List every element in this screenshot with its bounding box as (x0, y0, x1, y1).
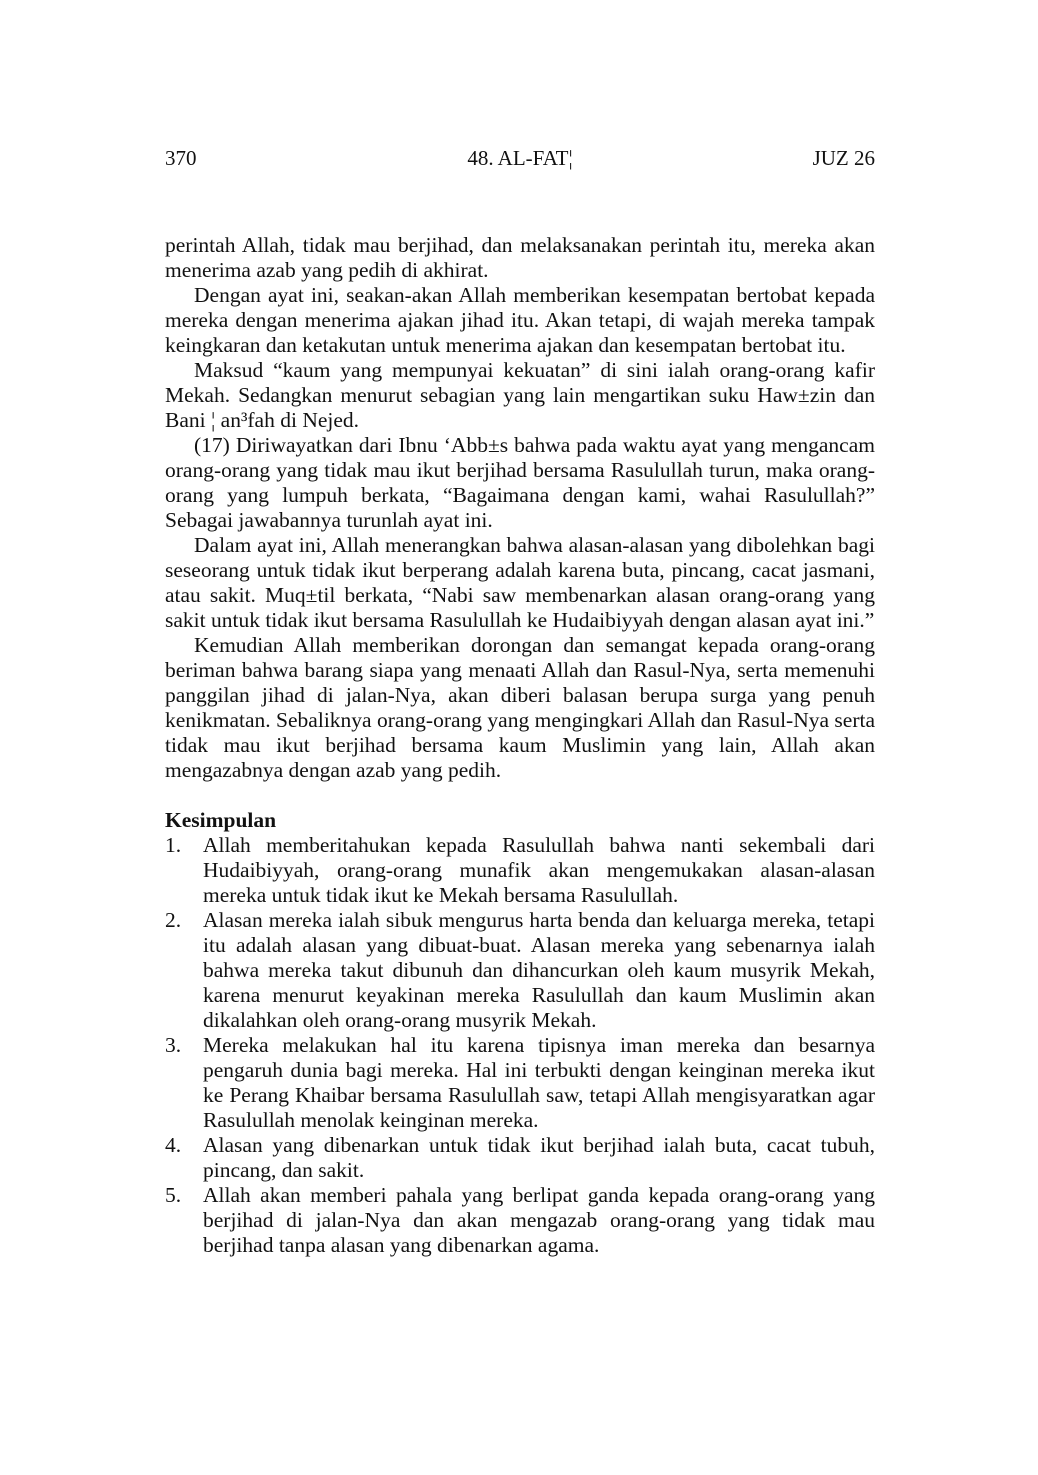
conclusion-list (165, 833, 875, 1258)
running-header (165, 143, 875, 173)
list-item (165, 1183, 875, 1258)
paragraph: Maksud “kaum yang mempunyai kekuatan” di sini ialah orang-orang kafir Mekah. Sedangkan menurut sebagian yang lain mengartikan suku Haw±zin dan Bani ¦ an³fah di Nejed. (165, 358, 875, 432)
list-item-text: Allah memberitahukan kepada Rasulullah bahwa nanti sekembali dari Hudaibiyyah, orang-orang munafik akan mengemukakan alasan-alasan mereka untuk tidak ikut ke Mekah bersama Rasulullah. (203, 833, 875, 907)
list-number: 4. (165, 1133, 182, 1157)
body-text (165, 233, 875, 1258)
list-item-text: Allah akan memberi pahala yang berlipat ganda kepada orang-orang yang berjihad di jalan-Nya dan akan mengazab orang-orang yang tidak mau berjihad tanpa alasan yang dibenarkan agama. (203, 1183, 875, 1257)
list-item (165, 908, 875, 1033)
list-item (165, 833, 875, 908)
chapter-title: 48. AL-FAT¦ (467, 146, 573, 170)
paragraph: Kemudian Allah memberikan dorongan dan semangat kepada orang-orang beriman bahwa barang siapa yang menaati Allah dan Rasul-Nya, serta memenuhi panggilan jihad di jalan-Nya, akan diberi balasan berupa surga yang penuh kenikmatan. Sebaliknya orang-orang yang mengingkari Allah dan Rasul-Nya serta tidak mau ikut berjihad bersama kaum Muslimin yang lain, Allah akan mengazabnya dengan azab yang pedih. (165, 633, 875, 782)
paragraph: Dengan ayat ini, seakan-akan Allah memberikan kesempatan bertobat kepada mereka dengan menerima ajakan jihad itu. Akan tetapi, di wajah mereka tampak keingkaran dan ketakutan untuk menerima ajakan dan kesempatan bertobat itu. (165, 283, 875, 357)
paragraph: (17) Diriwayatkan dari Ibnu ‘Abb±s bahwa pada waktu ayat yang mengancam orang-orang yang tidak mau ikut berjihad bersama Rasulullah turun, maka orang-orang yang lumpuh berkata, “Bagaimana dengan kami, wahai Rasulullah?” Sebagai jawabannya turunlah ayat ini. (165, 433, 875, 532)
list-item-text: Alasan yang dibenarkan untuk tidak ikut berjihad ialah buta, cacat tubuh, pincang, dan sakit. (203, 1133, 875, 1182)
list-number: 2. (165, 908, 182, 932)
page-number: 370 (165, 146, 197, 170)
section-heading: Kesimpulan (165, 808, 277, 832)
list-item-text: Mereka melakukan hal itu karena tipisnya iman mereka dan besarnya pengaruh dunia bagi mereka. Hal ini terbukti dengan keinginan mereka ikut ke Perang Khaibar bersama Rasulullah saw, tetapi Allah mengisyaratkan agar Rasulullah menolak keinginan mereka. (203, 1033, 875, 1132)
list-number: 1. (165, 833, 182, 857)
paragraph: Dalam ayat ini, Allah menerangkan bahwa alasan-alasan yang dibolehkan bagi seseorang untuk tidak ikut berperang adalah karena buta, pincang, cacat jasmani, atau sakit. Muq±til berkata, “Nabi saw membenarkan alasan orang-orang yang sakit untuk tidak ikut bersama Rasulullah ke Hudaibiyyah dengan alasan ayat ini.” (165, 533, 875, 632)
list-number: 5. (165, 1183, 182, 1207)
list-item-text: Alasan mereka ialah sibuk mengurus harta benda dan keluarga mereka, tetapi itu adalah alasan yang dibuat-buat. Alasan mereka yang sebenarnya ialah bahwa mereka takut dibunuh dan dihancurkan oleh kaum musyrik Mekah, karena menurut keyakinan mereka Rasulullah dan kaum Muslimin akan dikalahkan oleh orang-orang musyrik Mekah. (203, 908, 875, 1032)
paragraph: perintah Allah, tidak mau berjihad, dan melaksanakan perintah itu, mereka akan menerima azab yang pedih di akhirat. (165, 233, 875, 282)
list-item (165, 1133, 875, 1183)
juz-label: JUZ 26 (812, 146, 875, 170)
list-number: 3. (165, 1033, 182, 1057)
list-item (165, 1033, 875, 1133)
